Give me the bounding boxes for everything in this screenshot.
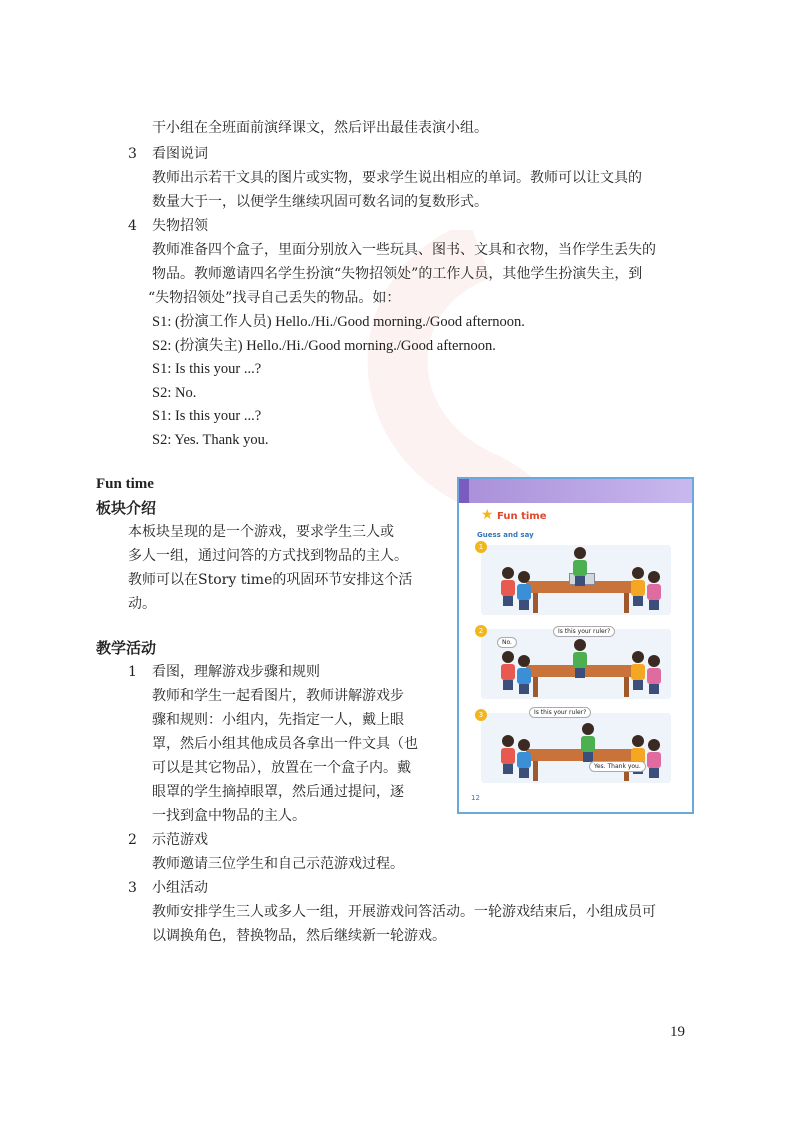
illustration-scene-2 <box>478 627 671 699</box>
scene-number: 1 <box>475 541 487 553</box>
item-number: 4 <box>128 218 137 234</box>
paragraph-line: 本板块呈现的是一个游戏，要求学生三人或 <box>128 524 394 540</box>
paragraph-line: 骤和规则：小组内，先指定一人，戴上眼 <box>152 712 404 728</box>
scene-number: 2 <box>475 625 487 637</box>
dialogue-line: S1: (扮演工作人员) Hello./Hi./Good morning./Good afternoon. <box>152 314 525 330</box>
paragraph-line: 一找到盒中物品的主人。 <box>152 808 306 824</box>
paragraph-line: 教师可以在Story time的巩固环节安排这个活 <box>128 572 413 588</box>
item-number: 1 <box>128 664 137 680</box>
paragraph-line: 罩，然后小组其他成员各拿出一件文具（也 <box>152 736 418 752</box>
dialogue-line: S1: Is this your ...? <box>152 361 262 377</box>
paragraph-line: 数量大于一，以便学生继续巩固可数名词的复数形式。 <box>152 194 488 210</box>
scene-number: 3 <box>475 709 487 721</box>
item-title: 小组活动 <box>152 880 208 896</box>
paragraph-line: 动。 <box>128 596 156 612</box>
dialogue-line: S2: Yes. Thank you. <box>152 432 269 448</box>
speech-bubble: Yes. Thank you. <box>589 761 646 772</box>
book-subtitle: Guess and say <box>477 531 534 539</box>
speech-bubble: Is this your ruler? <box>553 626 615 637</box>
dialogue-line: S2: No. <box>152 385 197 401</box>
item-title: 看图，理解游戏步骤和规则 <box>152 664 320 680</box>
item-title: 示范游戏 <box>152 832 208 848</box>
paragraph-line: 可以是其它物品），放置在一个盒子内。戴 <box>152 760 411 776</box>
paragraph-line: 以调换角色，替换物品，然后继续新一轮游戏。 <box>152 928 446 944</box>
paragraph-line: 教师准备四个盒子，里面分别放入一些玩具、图书、文具和衣物，当作学生丢失的 <box>152 242 656 258</box>
paragraph-line: 多人一组，通过问答的方式找到物品的主人。 <box>128 548 408 564</box>
dialogue-line: S2: (扮演失主) Hello./Hi./Good morning./Good afternoon. <box>152 338 496 354</box>
paragraph-line: 物品。教师邀请四名学生扮演“失物招领处”的工作人员，其他学生扮演失主，到 <box>152 266 643 282</box>
paragraph-line: 教师安排学生三人或多人一组，开展游戏问答活动。一轮游戏结束后，小组成员可 <box>152 904 656 920</box>
badge-label: Fun time <box>497 511 547 522</box>
item-number: 3 <box>128 880 137 896</box>
page-number: 19 <box>670 1024 685 1040</box>
paragraph-line: 干小组在全班面前演绎课文，然后评出最佳表演小组。 <box>152 120 488 136</box>
section-subheading: 板块介绍 <box>96 499 157 517</box>
speech-bubble: No. <box>497 637 517 648</box>
book-page-number: 12 <box>471 794 480 802</box>
illustration-scene-1 <box>478 543 671 615</box>
paragraph-line: 教师和学生一起看图片，教师讲解游戏步 <box>152 688 404 704</box>
dialogue-line: S1: Is this your ...? <box>152 408 262 424</box>
fun-time-badge <box>481 507 547 523</box>
item-number: 2 <box>128 832 137 848</box>
book-header-bar <box>459 479 692 503</box>
paragraph-line: 眼罩的学生摘掉眼罩，然后通过提问，逐 <box>152 784 404 800</box>
item-number: 3 <box>128 146 137 162</box>
textbook-page-image <box>457 477 694 814</box>
section-subheading: 教学活动 <box>96 639 157 657</box>
section-title: Fun time <box>96 476 154 492</box>
paragraph-line: “失物招领处”找寻自己丢失的物品。如： <box>148 290 401 306</box>
paragraph-line: 教师出示若干文具的图片或实物，要求学生说出相应的单词。教师可以让文具的 <box>152 170 642 186</box>
item-title: 失物招领 <box>152 218 208 234</box>
star-icon: ★ <box>481 507 494 523</box>
paragraph-line: 教师邀请三位学生和自己示范游戏过程。 <box>152 856 404 872</box>
illustration-scene-3 <box>478 709 671 783</box>
item-title: 看图说词 <box>152 146 208 162</box>
speech-bubble: Is this your ruler? <box>529 707 591 718</box>
